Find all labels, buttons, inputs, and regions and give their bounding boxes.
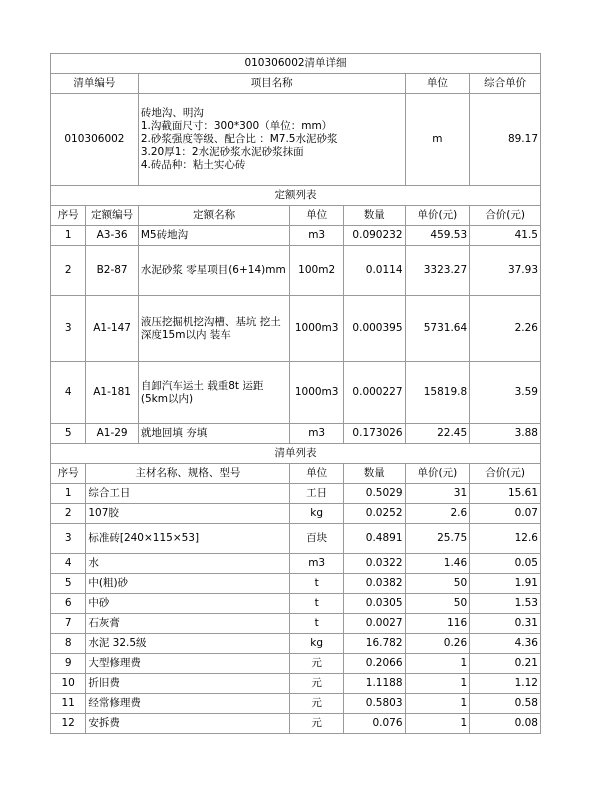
table-row bbox=[51, 614, 541, 634]
material-total: 1.53 bbox=[470, 594, 541, 614]
material-name: 经常修理费 bbox=[86, 694, 290, 714]
material-unit: 元 bbox=[290, 714, 344, 734]
material-price: 0.26 bbox=[405, 634, 470, 654]
quota-code: B2-87 bbox=[86, 246, 139, 296]
quota-seq: 3 bbox=[51, 296, 86, 362]
material-total: 15.61 bbox=[470, 484, 541, 504]
bill-desc-line: 2.砂浆强度等级、配合比 ：M7.5水泥砂浆 bbox=[140, 133, 338, 145]
quota-price-header: 单价(元) bbox=[405, 206, 470, 226]
quota-total: 3.88 bbox=[470, 424, 541, 444]
material-qty: 0.0382 bbox=[343, 574, 405, 594]
material-total: 0.21 bbox=[470, 654, 541, 674]
table-row bbox=[51, 554, 541, 574]
quota-total-header: 合价(元) bbox=[470, 206, 541, 226]
bill-desc-line: 1.沟截面尺寸：300*300（单位：mm） bbox=[140, 120, 333, 132]
quota-qty-header: 数量 bbox=[343, 206, 405, 226]
material-seq: 7 bbox=[51, 614, 86, 634]
quota-price: 15819.8 bbox=[405, 362, 470, 424]
title-row bbox=[51, 54, 541, 74]
material-seq: 12 bbox=[51, 714, 86, 734]
quota-unit: 1000m3 bbox=[290, 362, 344, 424]
table-row bbox=[51, 654, 541, 674]
bill-unit: m bbox=[405, 94, 470, 186]
material-total-header: 合价(元) bbox=[470, 464, 541, 484]
quota-unit: 100m2 bbox=[290, 246, 344, 296]
material-qty: 0.2066 bbox=[343, 654, 405, 674]
quota-unit: 1000m3 bbox=[290, 296, 344, 362]
material-total: 1.91 bbox=[470, 574, 541, 594]
table-row bbox=[51, 714, 541, 734]
material-name: 综合工日 bbox=[86, 484, 290, 504]
bill-desc-line: 3.20厚1：2水泥砂浆水泥砂浆抹面 bbox=[140, 146, 304, 158]
material-unit: 元 bbox=[290, 654, 344, 674]
material-qty: 0.0305 bbox=[343, 594, 405, 614]
bill-code-header: 清单编号 bbox=[51, 74, 139, 94]
material-name: 水 bbox=[86, 554, 290, 574]
quota-seq: 5 bbox=[51, 424, 86, 444]
quota-name: 自卸汽车运土 载重8t 运距(5km以内) bbox=[138, 362, 290, 424]
bill-name-header: 项目名称 bbox=[138, 74, 405, 94]
material-price: 25.75 bbox=[405, 524, 470, 554]
table-row bbox=[51, 362, 541, 424]
material-section-title: 清单列表 bbox=[51, 444, 541, 464]
quota-section-row bbox=[51, 186, 541, 206]
material-name: 安拆费 bbox=[86, 714, 290, 734]
material-price: 116 bbox=[405, 614, 470, 634]
quota-section-title: 定额列表 bbox=[51, 186, 541, 206]
material-seq: 3 bbox=[51, 524, 86, 554]
bill-price-header: 综合单价 bbox=[470, 74, 541, 94]
table-row bbox=[51, 484, 541, 504]
material-price: 2.6 bbox=[405, 504, 470, 524]
material-price: 1 bbox=[405, 694, 470, 714]
quota-qty: 0.0114 bbox=[343, 246, 405, 296]
quota-qty: 0.173026 bbox=[343, 424, 405, 444]
material-qty: 0.5803 bbox=[343, 694, 405, 714]
material-name: 折旧费 bbox=[86, 674, 290, 694]
quota-name: M5砖地沟 bbox=[138, 226, 290, 246]
table-row bbox=[51, 246, 541, 296]
table-row bbox=[51, 574, 541, 594]
material-name: 大型修理费 bbox=[86, 654, 290, 674]
quota-code: A1-29 bbox=[86, 424, 139, 444]
material-qty: 0.0252 bbox=[343, 504, 405, 524]
material-seq: 9 bbox=[51, 654, 86, 674]
quota-total: 41.5 bbox=[470, 226, 541, 246]
table-row bbox=[51, 226, 541, 246]
table-row bbox=[51, 524, 541, 554]
table-row bbox=[51, 694, 541, 714]
material-qty: 0.0322 bbox=[343, 554, 405, 574]
material-qty: 0.5029 bbox=[343, 484, 405, 504]
bill-detail-table bbox=[50, 53, 541, 734]
material-unit: kg bbox=[290, 504, 344, 524]
material-seq-header: 序号 bbox=[51, 464, 86, 484]
material-qty: 0.0027 bbox=[343, 614, 405, 634]
material-name: 中(粗)砂 bbox=[86, 574, 290, 594]
quota-qty: 0.090232 bbox=[343, 226, 405, 246]
material-seq: 2 bbox=[51, 504, 86, 524]
quota-total: 37.93 bbox=[470, 246, 541, 296]
quota-qty: 0.000395 bbox=[343, 296, 405, 362]
material-total: 0.05 bbox=[470, 554, 541, 574]
material-section-row bbox=[51, 444, 541, 464]
material-unit-header: 单位 bbox=[290, 464, 344, 484]
material-total: 0.07 bbox=[470, 504, 541, 524]
material-price: 50 bbox=[405, 574, 470, 594]
quota-code: A3-36 bbox=[86, 226, 139, 246]
quota-name: 就地回填 夯填 bbox=[138, 424, 290, 444]
table-row bbox=[51, 424, 541, 444]
material-price: 50 bbox=[405, 594, 470, 614]
material-total: 1.12 bbox=[470, 674, 541, 694]
table-row bbox=[51, 634, 541, 654]
material-total: 0.58 bbox=[470, 694, 541, 714]
material-seq: 6 bbox=[51, 594, 86, 614]
material-total: 12.6 bbox=[470, 524, 541, 554]
material-qty: 0.076 bbox=[343, 714, 405, 734]
material-name: 水泥 32.5级 bbox=[86, 634, 290, 654]
material-price: 1.46 bbox=[405, 554, 470, 574]
bill-desc-line: 砖地沟、明沟 bbox=[140, 107, 204, 119]
material-unit: 元 bbox=[290, 694, 344, 714]
quota-price: 459.53 bbox=[405, 226, 470, 246]
material-price-header: 单价(元) bbox=[405, 464, 470, 484]
material-header-row bbox=[51, 464, 541, 484]
material-name: 石灰膏 bbox=[86, 614, 290, 634]
material-total: 4.36 bbox=[470, 634, 541, 654]
bill-code: 010306002 bbox=[51, 94, 139, 186]
table-row bbox=[51, 504, 541, 524]
bill-price: 89.17 bbox=[470, 94, 541, 186]
material-price: 31 bbox=[405, 484, 470, 504]
material-unit: 元 bbox=[290, 674, 344, 694]
table-row bbox=[51, 296, 541, 362]
quota-name-header: 定额名称 bbox=[138, 206, 290, 226]
material-total: 0.31 bbox=[470, 614, 541, 634]
material-seq: 1 bbox=[51, 484, 86, 504]
material-price: 1 bbox=[405, 714, 470, 734]
material-name: 中砂 bbox=[86, 594, 290, 614]
quota-total: 2.26 bbox=[470, 296, 541, 362]
material-unit: 工日 bbox=[290, 484, 344, 504]
quota-price: 5731.64 bbox=[405, 296, 470, 362]
material-name-header: 主材名称、规格、型号 bbox=[86, 464, 290, 484]
material-seq: 10 bbox=[51, 674, 86, 694]
quota-seq-header: 序号 bbox=[51, 206, 86, 226]
material-total: 0.08 bbox=[470, 714, 541, 734]
quota-seq: 2 bbox=[51, 246, 86, 296]
quota-seq: 4 bbox=[51, 362, 86, 424]
material-unit: 百块 bbox=[290, 524, 344, 554]
quota-unit: m3 bbox=[290, 424, 344, 444]
quota-price: 3323.27 bbox=[405, 246, 470, 296]
material-unit: kg bbox=[290, 634, 344, 654]
bill-unit-header: 单位 bbox=[405, 74, 470, 94]
bill-description bbox=[138, 94, 405, 186]
material-seq: 5 bbox=[51, 574, 86, 594]
table-row bbox=[51, 674, 541, 694]
material-unit: t bbox=[290, 594, 344, 614]
material-name: 107胶 bbox=[86, 504, 290, 524]
material-qty: 1.1188 bbox=[343, 674, 405, 694]
quota-unit: m3 bbox=[290, 226, 344, 246]
table-row bbox=[51, 594, 541, 614]
material-unit: m3 bbox=[290, 554, 344, 574]
material-unit: t bbox=[290, 614, 344, 634]
quota-code: A1-147 bbox=[86, 296, 139, 362]
bill-row bbox=[51, 94, 541, 186]
quota-header-row bbox=[51, 206, 541, 226]
bill-header-row bbox=[51, 74, 541, 94]
quota-code: A1-181 bbox=[86, 362, 139, 424]
material-qty-header: 数量 bbox=[343, 464, 405, 484]
quota-price: 22.45 bbox=[405, 424, 470, 444]
quota-code-header: 定额编号 bbox=[86, 206, 139, 226]
bill-desc-line: 4.砖品种：粘土实心砖 bbox=[140, 159, 246, 171]
material-seq: 8 bbox=[51, 634, 86, 654]
material-unit: t bbox=[290, 574, 344, 594]
material-seq: 11 bbox=[51, 694, 86, 714]
quota-seq: 1 bbox=[51, 226, 86, 246]
quota-qty: 0.000227 bbox=[343, 362, 405, 424]
quota-name: 水泥砂浆 零星项目(6+14)mm bbox=[138, 246, 290, 296]
quota-name: 液压挖掘机挖沟槽、基坑 挖土深度15m以内 装车 bbox=[138, 296, 290, 362]
material-name: 标准砖[240×115×53] bbox=[86, 524, 290, 554]
material-price: 1 bbox=[405, 654, 470, 674]
material-seq: 4 bbox=[51, 554, 86, 574]
page-title: 010306002清单详细 bbox=[51, 54, 541, 74]
quota-unit-header: 单位 bbox=[290, 206, 344, 226]
material-qty: 16.782 bbox=[343, 634, 405, 654]
material-qty: 0.4891 bbox=[343, 524, 405, 554]
material-price: 1 bbox=[405, 674, 470, 694]
quota-total: 3.59 bbox=[470, 362, 541, 424]
